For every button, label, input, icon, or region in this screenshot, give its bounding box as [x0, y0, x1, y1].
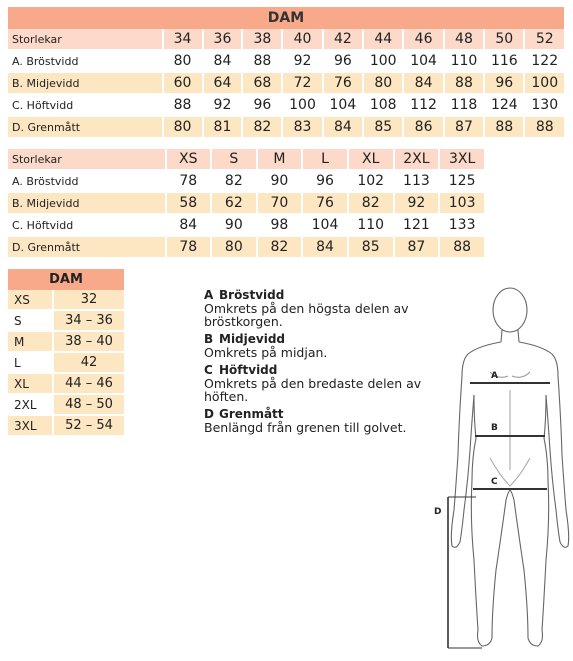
value-cell: 92: [393, 193, 439, 215]
value-cell: 104: [301, 215, 347, 237]
value-cell: 113: [393, 171, 439, 193]
value-cell: 84: [202, 51, 242, 73]
table-row: [8, 95, 564, 117]
definition-title: Grenmått: [219, 407, 284, 421]
value-cell: 88: [162, 95, 202, 117]
table-row: [8, 374, 124, 395]
value-cell: 88: [483, 117, 523, 139]
table-row: [8, 237, 484, 259]
size-cell: 2XL: [393, 149, 439, 171]
row-label: A. Bröstvidd: [8, 171, 165, 193]
value-cell: 88: [523, 117, 564, 139]
table-row: [8, 353, 124, 374]
value-cell: 96: [322, 51, 362, 73]
size-label: S: [8, 311, 52, 332]
value-cell: 76: [301, 193, 347, 215]
row-label: D. Grenmått: [8, 237, 165, 259]
value-cell: 85: [362, 117, 402, 139]
measure-label-b: B: [491, 423, 498, 433]
row-label: B. Midjevidd: [8, 193, 165, 215]
table1-header-row: [8, 29, 564, 51]
value-cell: 96: [301, 171, 347, 193]
size-cell: 52: [523, 29, 564, 51]
table3-title: DAM: [8, 269, 124, 290]
size-cell: 36: [202, 29, 242, 51]
size-cell: 42: [322, 29, 362, 51]
value-cell: 92: [281, 51, 321, 73]
size-cell: XS: [165, 149, 211, 171]
value-cell: 133: [438, 215, 484, 237]
value-cell: 96: [241, 95, 281, 117]
size-range: 42: [52, 353, 124, 374]
table-row: [8, 395, 124, 416]
value-cell: 121: [393, 215, 439, 237]
value-cell: 80: [362, 73, 402, 95]
value-cell: 92: [202, 95, 242, 117]
row-label: C. Höftvidd: [8, 95, 162, 117]
table-row: [8, 171, 484, 193]
table1-header-label: Storlekar: [8, 29, 162, 51]
size-cell: M: [256, 149, 302, 171]
table-row: [8, 416, 124, 437]
value-cell: 100: [523, 73, 564, 95]
value-cell: 82: [210, 171, 256, 193]
row-label: B. Midjevidd: [8, 73, 162, 95]
size-label: XL: [8, 374, 52, 395]
size-range: 34 – 36: [52, 311, 124, 332]
value-cell: 68: [241, 73, 281, 95]
value-cell: 88: [241, 51, 281, 73]
value-cell: 83: [281, 117, 321, 139]
table-row: [8, 51, 564, 73]
value-cell: 82: [256, 237, 302, 259]
row-label: A. Bröstvidd: [8, 51, 162, 73]
value-cell: 110: [443, 51, 483, 73]
size-label: 3XL: [8, 416, 52, 437]
value-cell: 130: [523, 95, 564, 117]
size-cell: L: [301, 149, 347, 171]
value-cell: 62: [210, 193, 256, 215]
row-label: C. Höftvidd: [8, 215, 165, 237]
value-cell: 85: [347, 237, 393, 259]
value-cell: 100: [281, 95, 321, 117]
table1-title: DAM: [8, 7, 564, 29]
value-cell: 80: [162, 117, 202, 139]
value-cell: 82: [241, 117, 281, 139]
size-cell: 3XL: [438, 149, 484, 171]
size-cell: 48: [443, 29, 483, 51]
value-cell: 84: [165, 215, 211, 237]
value-cell: 90: [210, 215, 256, 237]
row-label: D. Grenmått: [8, 117, 162, 139]
size-range: 48 – 50: [52, 395, 124, 416]
size-conversion-table: [8, 269, 124, 437]
table-row: [8, 73, 564, 95]
value-cell: 84: [322, 117, 362, 139]
size-range: 52 – 54: [52, 416, 124, 437]
size-range: 32: [52, 290, 124, 311]
definition-text: Benlängd från grenen till golvet.: [204, 420, 407, 435]
value-cell: 122: [523, 51, 564, 73]
value-cell: 60: [162, 73, 202, 95]
value-cell: 72: [281, 73, 321, 95]
measure-label-c: C: [491, 477, 498, 487]
size-cell: S: [210, 149, 256, 171]
value-cell: 80: [210, 237, 256, 259]
value-cell: 124: [483, 95, 523, 117]
size-range: 38 – 40: [52, 332, 124, 353]
value-cell: 112: [402, 95, 442, 117]
body-measurement-figure: [426, 280, 571, 655]
value-cell: 118: [443, 95, 483, 117]
size-range: 44 – 46: [52, 374, 124, 395]
value-cell: 110: [347, 215, 393, 237]
size-cell: 46: [402, 29, 442, 51]
size-cell: 34: [162, 29, 202, 51]
value-cell: 104: [402, 51, 442, 73]
value-cell: 80: [162, 51, 202, 73]
definition-key: B: [204, 332, 214, 346]
table-row: [8, 117, 564, 139]
size-cell: XL: [347, 149, 393, 171]
definition-text: Omkrets på den högsta delen av bröstkorgen.: [204, 301, 409, 329]
size-cell: 50: [483, 29, 523, 51]
value-cell: 90: [256, 171, 302, 193]
value-cell: 87: [443, 117, 483, 139]
definition-title: Höftvidd: [219, 363, 278, 377]
value-cell: 108: [362, 95, 402, 117]
definition-key: A: [204, 288, 214, 302]
value-cell: 98: [256, 215, 302, 237]
table-row: [8, 215, 484, 237]
definition-title: Bröstvidd: [219, 288, 285, 302]
size-label: M: [8, 332, 52, 353]
table-row: [8, 290, 124, 311]
measure-label-a: A: [491, 371, 498, 381]
value-cell: 87: [393, 237, 439, 259]
value-cell: 78: [165, 171, 211, 193]
definition-key: D: [204, 407, 214, 421]
size-cell: 40: [281, 29, 321, 51]
value-cell: 102: [347, 171, 393, 193]
size-table-letter: [8, 149, 484, 259]
size-label: XS: [8, 290, 52, 311]
definition-b: [204, 333, 444, 359]
value-cell: 103: [438, 193, 484, 215]
definition-text: Omkrets på den bredaste delen av höften.: [204, 376, 422, 404]
value-cell: 64: [202, 73, 242, 95]
definition-a: [204, 289, 444, 328]
size-table-numeric: [8, 7, 564, 139]
value-cell: 96: [483, 73, 523, 95]
value-cell: 116: [483, 51, 523, 73]
definition-title: Midjevidd: [219, 332, 286, 346]
value-cell: 58: [165, 193, 211, 215]
definition-d: [204, 408, 444, 434]
value-cell: 76: [322, 73, 362, 95]
size-label: L: [8, 353, 52, 374]
table2-header-label: Storlekar: [8, 149, 165, 171]
value-cell: 125: [438, 171, 484, 193]
value-cell: 84: [402, 73, 442, 95]
table-row: [8, 193, 484, 215]
definition-key: C: [204, 363, 213, 377]
table-row: [8, 311, 124, 332]
measurement-definitions: [204, 289, 444, 439]
table-row: [8, 332, 124, 353]
table2-header-row: [8, 149, 484, 171]
size-cell: 44: [362, 29, 402, 51]
size-cell: 38: [241, 29, 281, 51]
body-outline: [451, 288, 568, 646]
value-cell: 82: [347, 193, 393, 215]
measure-label-d: D: [434, 507, 442, 517]
value-cell: 88: [443, 73, 483, 95]
value-cell: 70: [256, 193, 302, 215]
definition-c: [204, 364, 444, 403]
value-cell: 81: [202, 117, 242, 139]
value-cell: 86: [402, 117, 442, 139]
value-cell: 88: [438, 237, 484, 259]
value-cell: 104: [322, 95, 362, 117]
size-label: 2XL: [8, 395, 52, 416]
definition-text: Omkrets på midjan.: [204, 345, 328, 360]
value-cell: 78: [165, 237, 211, 259]
value-cell: 84: [301, 237, 347, 259]
value-cell: 100: [362, 51, 402, 73]
